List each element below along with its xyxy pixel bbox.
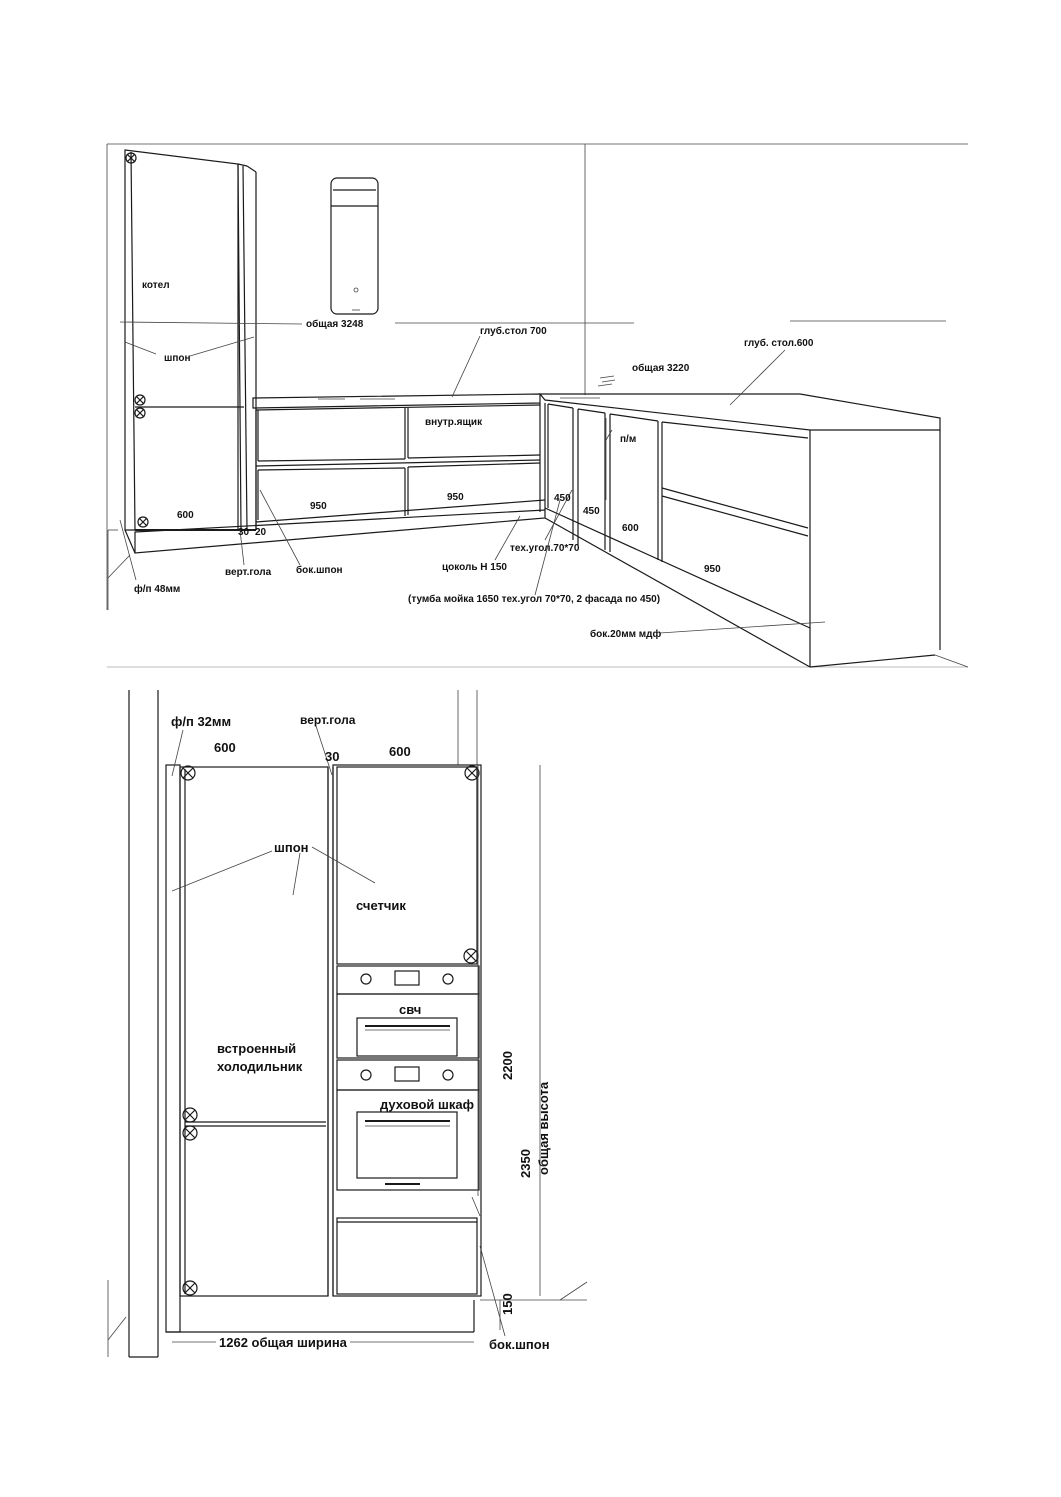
label-schetchik: счетчик	[356, 898, 406, 913]
label-width-600-right: 600	[622, 523, 639, 534]
label-height-150: 150	[500, 1293, 515, 1315]
label-fp-32: ф/п 32мм	[171, 714, 232, 729]
hinge-icon	[135, 395, 145, 405]
label-kotel: котел	[142, 280, 170, 291]
label-tsokol: цоколь Н 150	[442, 562, 507, 573]
appliance-column	[333, 765, 481, 1296]
label-width-20: 20	[255, 527, 267, 538]
label-bok-mdf: бок.20мм мдф	[590, 629, 662, 640]
label-tekh-ugol: тех.угол.70*70	[510, 543, 580, 554]
label-width-600-left: 600	[177, 510, 194, 521]
label-width-600-fridge: 600	[214, 740, 236, 755]
oven	[337, 1060, 479, 1190]
label-total-3248: общая 3248	[306, 319, 364, 330]
label-width-450-a: 450	[554, 493, 571, 504]
label-vnutr-yashchik: внутр.ящик	[425, 417, 483, 428]
label-width-450-b: 450	[583, 506, 600, 517]
hinge-icon	[138, 517, 148, 527]
label-pm: п/м	[620, 434, 637, 445]
label-height-2200: 2200	[500, 1051, 515, 1080]
label-height-2350: 2350	[518, 1149, 533, 1178]
hinge-icon	[135, 408, 145, 418]
label-total-3220: общая 3220	[632, 363, 690, 374]
label-obshchaya-vysota: общая высота	[536, 1081, 551, 1175]
hinge-icon	[464, 949, 478, 963]
label-duhovoy: духовой шкаф	[380, 1097, 474, 1112]
tall-column-left	[125, 150, 256, 530]
label-svch: свч	[399, 1002, 422, 1017]
label-width-30-bottom: 30	[325, 749, 340, 764]
label-total-width: 1262 общая ширина	[219, 1335, 347, 1350]
label-width-950-b: 950	[447, 492, 464, 503]
label-width-950-a: 950	[310, 501, 327, 512]
hinge-icon	[181, 766, 195, 780]
label-vert-gola-bottom: верт.гола	[300, 713, 356, 727]
kitchen-perspective-view	[107, 144, 968, 667]
label-shpon-bottom: шпон	[274, 840, 309, 855]
base-cabinets-left	[253, 394, 545, 530]
label-glub-700: глуб.стол 700	[480, 326, 547, 337]
label-shpon: шпон	[164, 353, 191, 364]
tall-units-elevation	[108, 690, 587, 1357]
base-cabinets-right	[540, 376, 940, 667]
label-bok-shpon: бок.шпон	[296, 565, 343, 576]
label-width-600-appliance: 600	[389, 744, 411, 759]
range-hood	[331, 178, 378, 314]
label-fp-48: ф/п 48мм	[134, 584, 181, 595]
label-width-950-right: 950	[704, 564, 721, 575]
label-holodilnik-2: холодильник	[217, 1059, 303, 1074]
label-vert-gola: верт.гола	[225, 567, 272, 578]
label-glub-600: глуб. стол.600	[744, 338, 814, 349]
label-tumba-note: (тумба мойка 1650 тех.угол 70*70, 2 фасада по 450)	[408, 594, 661, 605]
label-bok-shpon-bottom: бок.шпон	[489, 1337, 550, 1352]
label-width-30: 30	[238, 527, 250, 538]
label-holodilnik-1: встроенный	[217, 1041, 297, 1056]
